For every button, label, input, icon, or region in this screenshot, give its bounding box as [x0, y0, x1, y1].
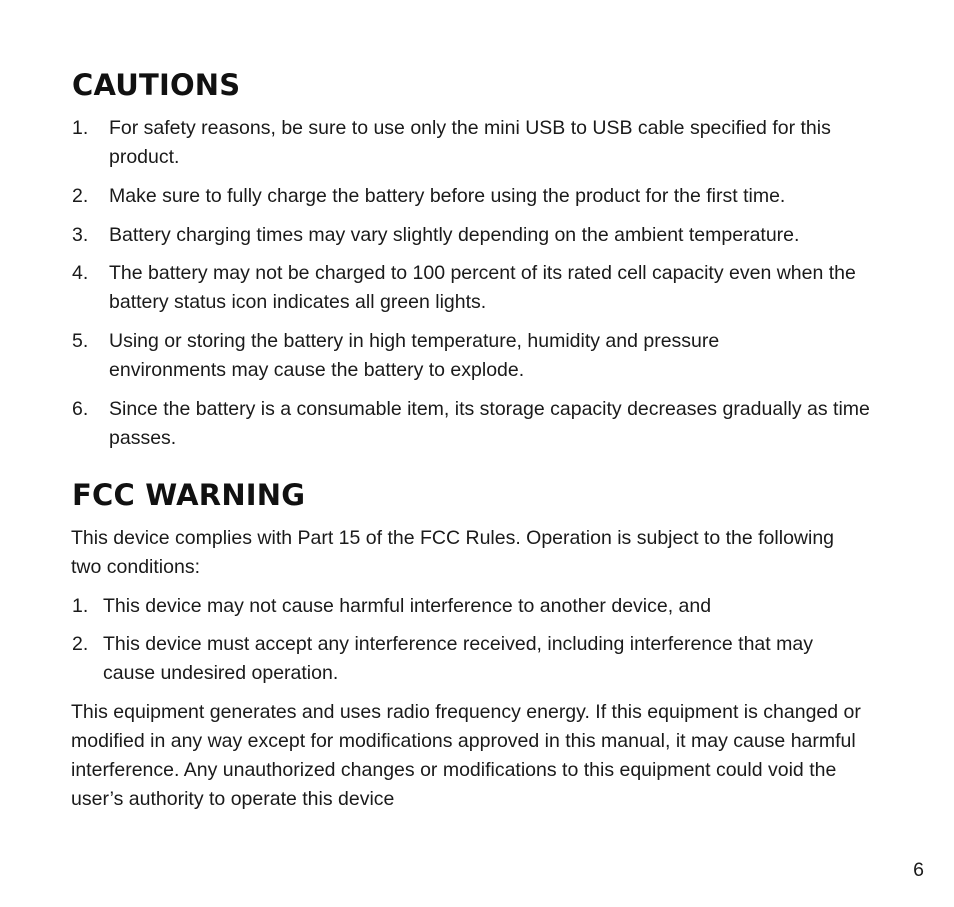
fcc-condition-1: [72, 592, 892, 621]
caution-item-number: 1.: [72, 117, 89, 139]
fcc-condition-2: [72, 630, 862, 688]
fcc-condition-text: This device may not cause harmful interference to another device, and: [103, 595, 712, 617]
caution-item-text: Since the battery is a consumable item, its storage capacity decreases gradually as time passes.: [109, 398, 870, 449]
fcc-condition-number: 2.: [72, 633, 89, 655]
fcc-closing-paragraph: This equipment generates and uses radio frequency energy. If this equipment is changed or modified in any way except for modifications approved in this manual, it may cause harmful interference. Any unauthorized changes or modifications to this equipment could void the user’s authority to operate this device: [71, 701, 861, 810]
caution-item-6: [72, 395, 902, 453]
page-number: 6: [913, 859, 924, 881]
caution-item-3: [72, 221, 892, 250]
fcc-warning-heading: FCC WARNING: [72, 478, 306, 512]
caution-item-text: Battery charging times may vary slightly depending on the ambient temperature.: [109, 224, 800, 246]
caution-item-text: Using or storing the battery in high temperature, humidity and pressure environments may cause the battery to explode.: [109, 330, 720, 381]
fcc-intro-paragraph: This device complies with Part 15 of the FCC Rules. Operation is subject to the following two conditions:: [71, 527, 835, 578]
fcc-condition-text: This device must accept any interference received, including interference that may cause undesired operation.: [103, 633, 813, 684]
caution-item-number: 5.: [72, 330, 89, 352]
caution-item-2: [72, 182, 892, 211]
cautions-heading: CAUTIONS: [72, 68, 241, 102]
caution-item-5: [72, 327, 812, 385]
caution-item-number: 3.: [72, 224, 89, 246]
caution-item-text: The battery may not be charged to 100 percent of its rated cell capacity even when the battery status icon indicates all green lights.: [109, 262, 856, 313]
caution-item-4: [72, 259, 872, 317]
caution-item-1: [72, 114, 892, 172]
caution-item-text: For safety reasons, be sure to use only the mini USB to USB cable specified for this product.: [109, 117, 831, 168]
caution-item-number: 2.: [72, 185, 89, 207]
caution-item-number: 6.: [72, 398, 89, 420]
caution-item-text: Make sure to fully charge the battery before using the product for the first time.: [109, 185, 786, 207]
caution-item-number: 4.: [72, 262, 89, 284]
fcc-condition-number: 1.: [72, 595, 89, 617]
